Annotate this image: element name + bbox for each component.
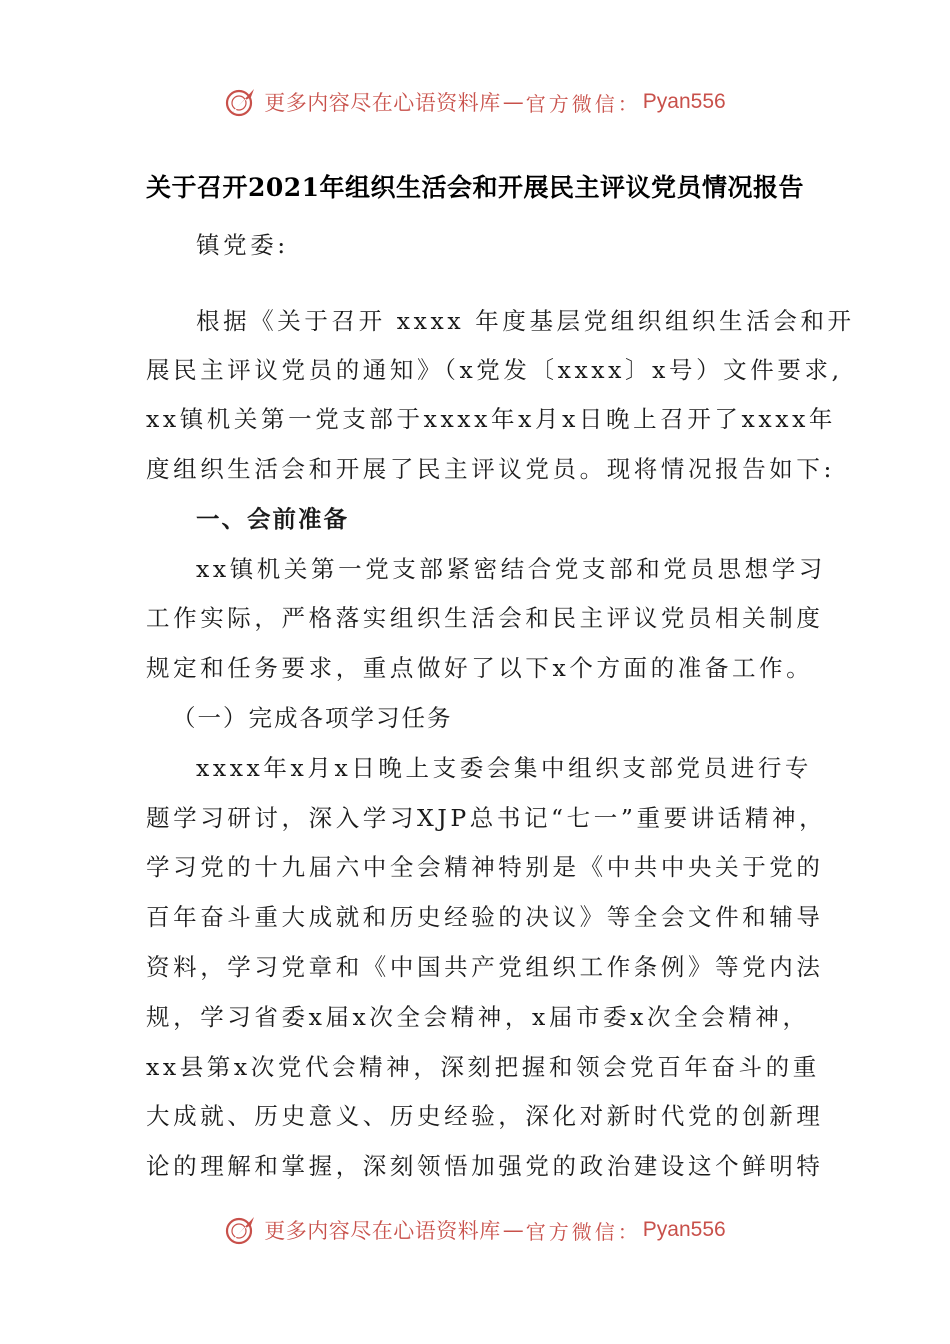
banner-wechat-label: 官方微信：: [525, 91, 641, 116]
body-line: 百年奋斗重大成就和历史经验的决议》等全会文件和辅导: [146, 903, 824, 931]
body-line: 学习党的十九届六中全会精神特别是《中共中央关于党的: [146, 853, 824, 881]
quill-logo-icon: [224, 1213, 258, 1247]
body-line: 根据《关于召开 xxxx 年度基层党组织组织生活会和开: [196, 307, 855, 335]
body-line: xx县第x次党代会精神，深刻把握和领会党百年奋斗的重: [146, 1053, 820, 1081]
body-line: xx镇机关第一党支部紧密结合党支部和党员思想学习: [196, 555, 826, 583]
body-line: xxxx年x月x日晚上支委会集中组织支部党员进行专: [196, 754, 813, 782]
footer-banner: [0, 1210, 950, 1250]
body-line: 题学习研讨，深入学习XJP总书记“七一”重要讲话精神，: [146, 804, 827, 832]
banner-text: 更多内容尽在心语资料库: [264, 91, 501, 115]
quill-logo-icon: [224, 85, 258, 119]
section-heading: 一、会前准备: [196, 505, 349, 533]
body-line: 大成就、历史意义、历史经验，深化对新时代党的创新理: [146, 1102, 824, 1130]
header-banner: [0, 82, 950, 122]
body-line: xx镇机关第一党支部于xxxx年x月x日晚上召开了xxxx年: [146, 405, 837, 433]
subsection-heading: （一）完成各项学习任务: [172, 704, 453, 732]
body-line: 规定和任务要求，重点做好了以下x个方面的准备工作。: [146, 654, 814, 682]
body-line: 资料，学习党章和《中国共产党组织工作条例》等党内法: [146, 953, 824, 981]
salutation: 镇党委:: [196, 231, 289, 259]
body-line: 规，学习省委x届x次全会精神，x届市委x次全会精神，: [146, 1003, 810, 1031]
body-line: 工作实际，严格落实组织生活会和民主评议党员相关制度: [146, 604, 824, 632]
banner-separator: —: [502, 90, 524, 114]
banner-wechat-label: 官方微信：: [525, 1219, 641, 1244]
body-line: 展民主评议党员的通知》（x党发〔xxxx〕x号）文件要求,: [146, 356, 843, 384]
banner-text: 更多内容尽在心语资料库: [264, 1219, 501, 1243]
body-line: 论的理解和掌握，深刻领悟加强党的政治建设这个鲜明特: [146, 1152, 824, 1180]
body-line: 度组织生活会和开展了民主评议党员。现将情况报告如下:: [146, 455, 836, 483]
banner-separator: —: [502, 1218, 524, 1242]
document-title: 关于召开2021年组织生活会和开展民主评议党员情况报告: [145, 173, 805, 202]
banner-wechat-id: Pyan556: [642, 90, 726, 113]
banner-wechat-id: Pyan556: [642, 1218, 726, 1241]
